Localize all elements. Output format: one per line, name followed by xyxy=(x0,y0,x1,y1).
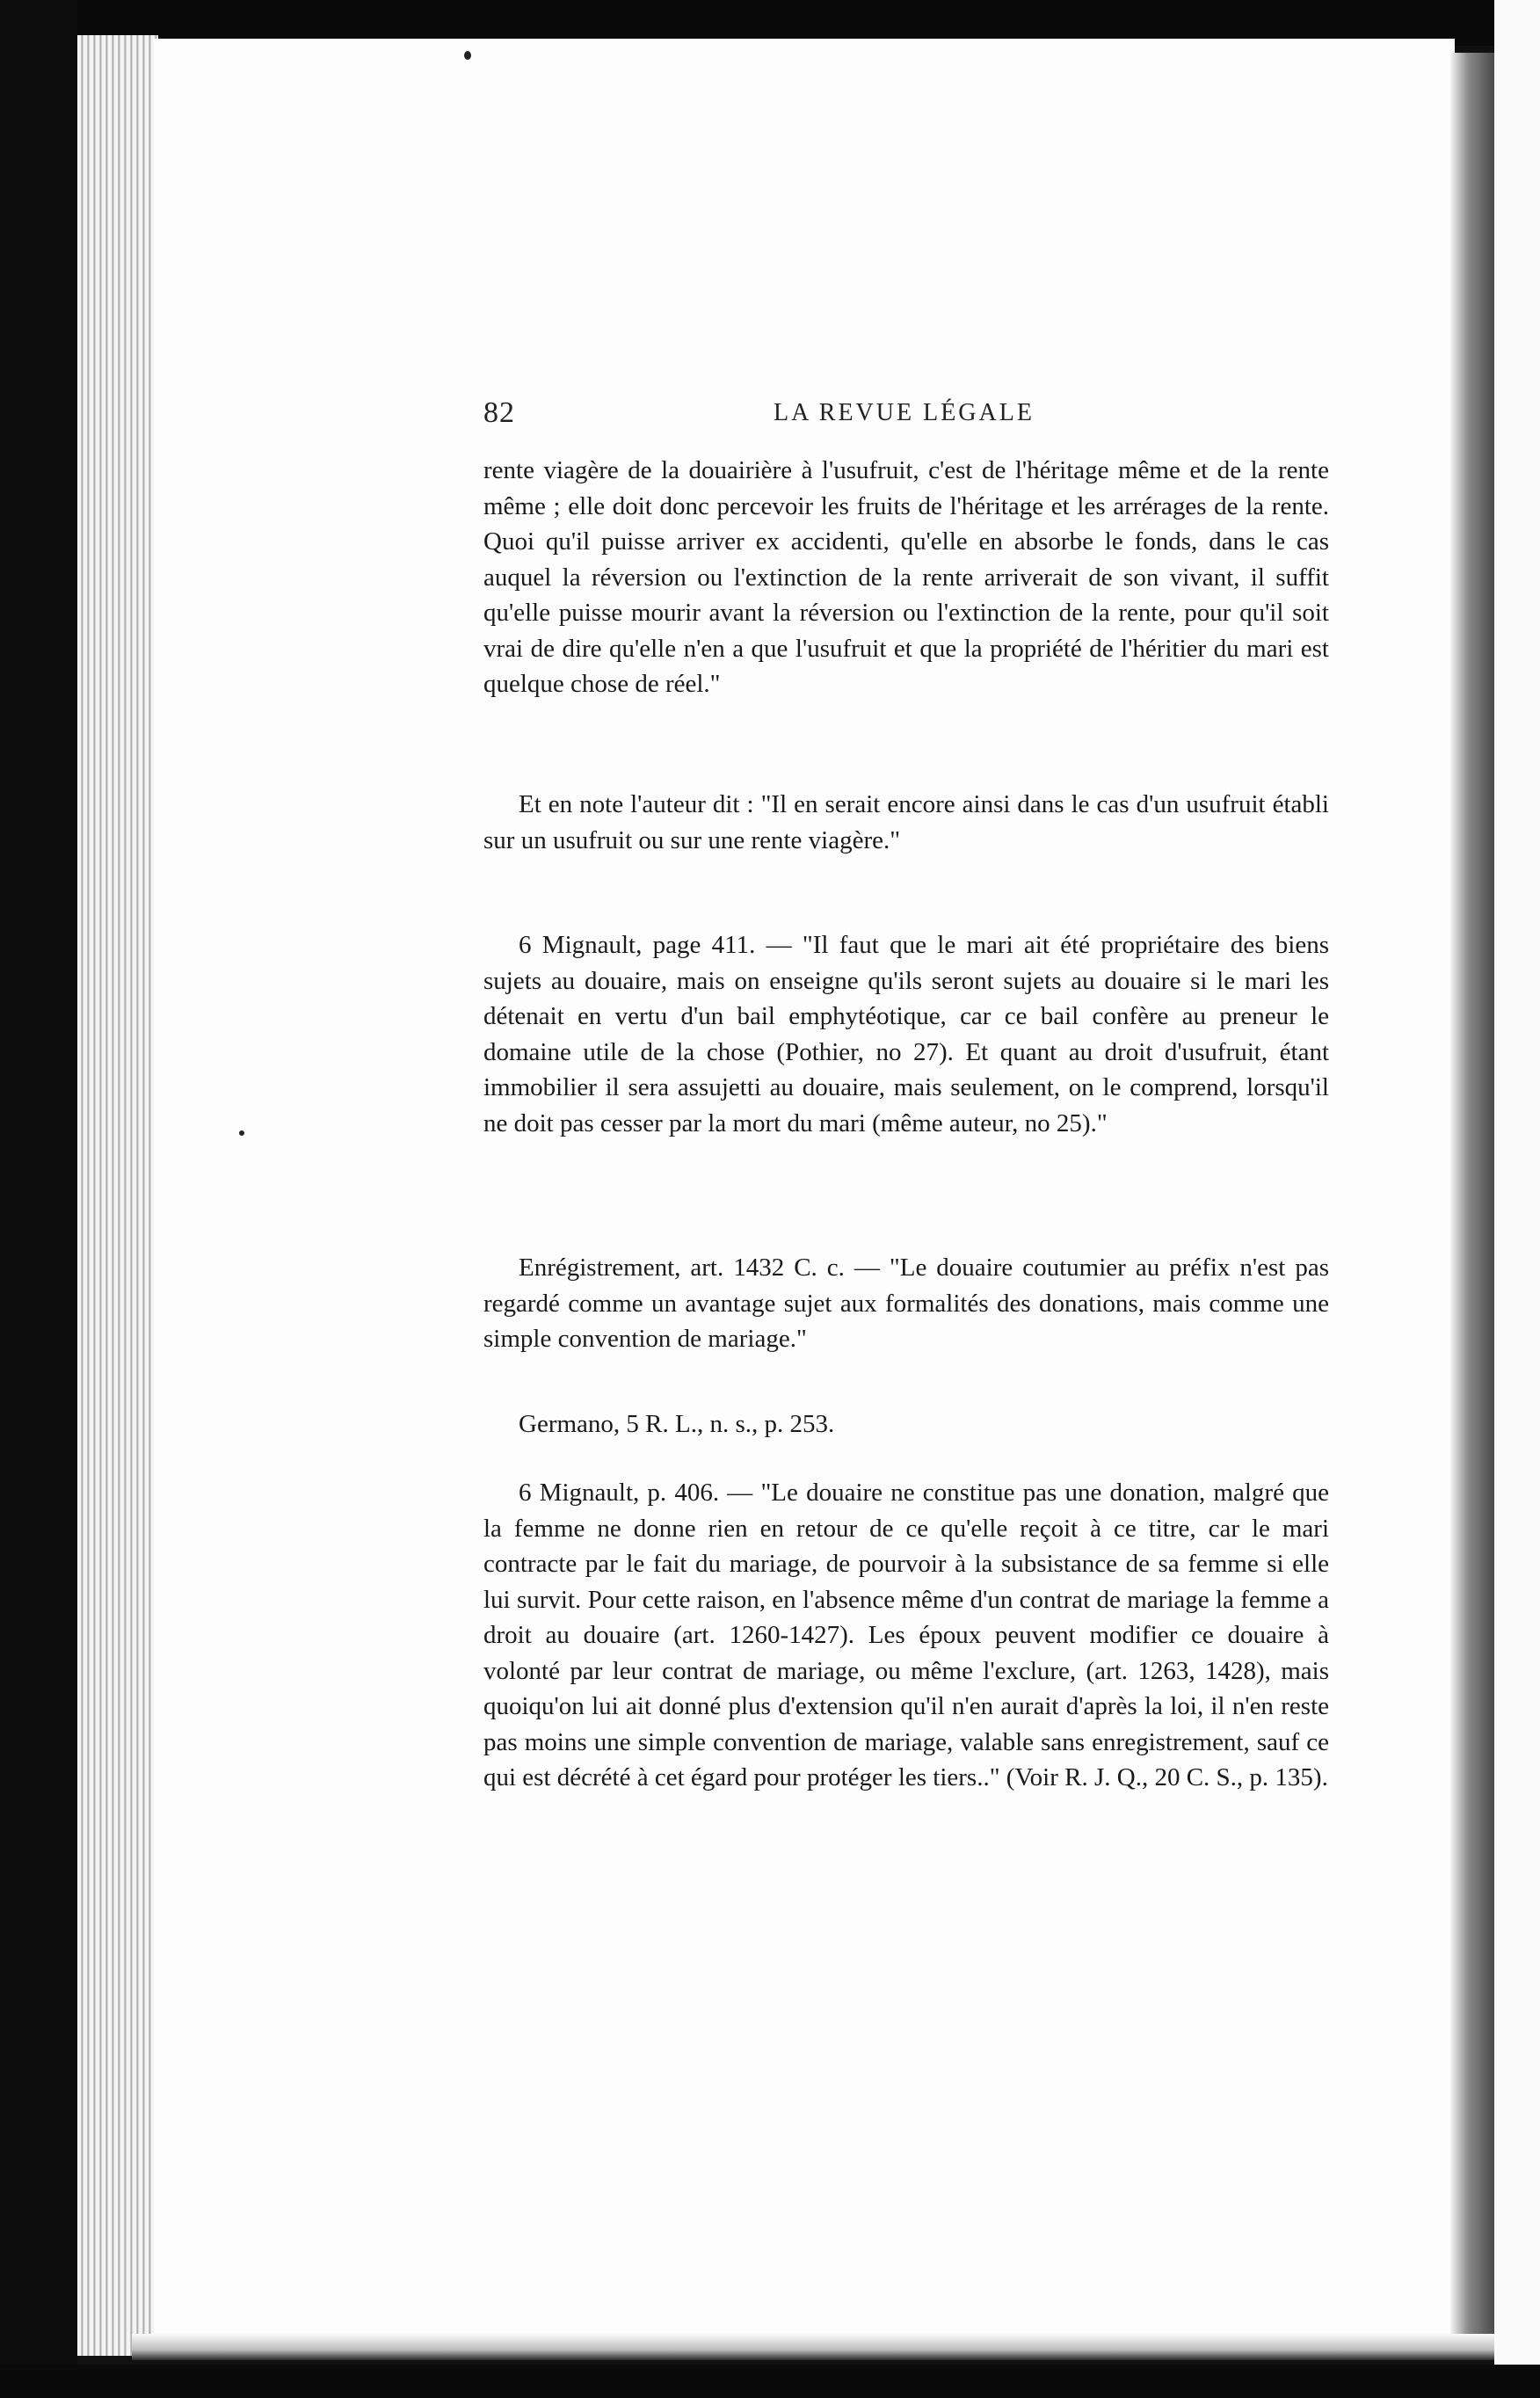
gutter-shadow xyxy=(1450,53,1494,2338)
running-title: LA REVUE LÉGALE xyxy=(774,399,1035,426)
book-page xyxy=(154,39,1455,2342)
scan-speck xyxy=(239,1130,244,1136)
scan-border-left xyxy=(0,0,77,2398)
paragraph-4: Enrégistrement, art. 1432 C. c. — "Le douaire coutumier au préfix n'est pas regardé comme un avantage sujet aux formalités des donations, mais comme une simple convention de mariage." xyxy=(483,1254,1329,1353)
book-page-edges xyxy=(77,35,158,2356)
paragraph-6: 6 Mignault, p. 406. — "Le douaire ne constitue pas une donation, malgré que la femme ne donne rien en retour de ce qu'elle reçoit à ce titre, car le mari contracte par le fait du mariage, de pourvoir à la subsistance de sa femme si elle lui survit. Pour cette raison, en l'absence même d'un contrat de mariage la femme a droit au douaire (art. 1260-1427). Les époux peuvent modifier ce douaire à volonté par leur contrat de mariage, ou même l'exclure, (art. 1263, 1428), mais quoiqu'on lui ait donné plus d'extension qu'il n'en aurait d'après la loi, il n'en reste pas moins une simple convention de mariage, valable sans enregistrement, sauf ce qui est décrété à cet égard pour protéger les tiers.." (Voir R. J. Q., 20 C. S., p. 135). xyxy=(483,1479,1329,1791)
page-number: 82 xyxy=(483,396,515,429)
paragraph-1: rente viagère de la douairière à l'usufruit, c'est de l'héritage même et de la rente même ; elle doit donc percevoir les fruits de l'héritage et les arrérages de la rente. Quoi qu'il puisse arriver ex accidenti, qu'elle en absorbe le fonds, dans le cas auquel la réversion ou l'extinction de la rente arriverait de son vivant, il suffit qu'elle puisse mourir avant la réversion ou l'extinction de la rente, pour qu'il soit vrai de dire qu'elle n'en a que l'usufruit et que la propriété de l'héritier du mari est quelque chose de réel." xyxy=(483,456,1329,698)
paragraph-3: 6 Mignault, page 411. — "Il faut que le mari ait été propriétaire des biens sujets au douaire, mais on enseigne qu'ils seront sujets au douaire si le mari les détenait en vertu d'un bail emphytéotique, car ce bail confère au preneur le domaine utile de la chose (Pothier, no 27). Et quant au droit d'usufruit, étant immobilier il sera assujetti au douaire, mais seulement, on le comprend, lorsqu'il ne doit pas cesser par la mort du mari (même auteur, no 25)." xyxy=(483,931,1329,1137)
scan-border-bottom xyxy=(0,2365,1540,2398)
page-bottom-edge xyxy=(132,2334,1494,2360)
paragraph-2: Et en note l'auteur dit : "Il en serait encore ainsi dans le cas d'un usufruit établi sur un usufruit ou sur une rente viagère." xyxy=(483,790,1329,854)
page-header xyxy=(483,387,1327,440)
paragraph-5: Germano, 5 R. L., n. s., p. 253. xyxy=(519,1410,835,1438)
scan-speck xyxy=(464,51,471,60)
scan-border-right xyxy=(1494,0,1540,2398)
